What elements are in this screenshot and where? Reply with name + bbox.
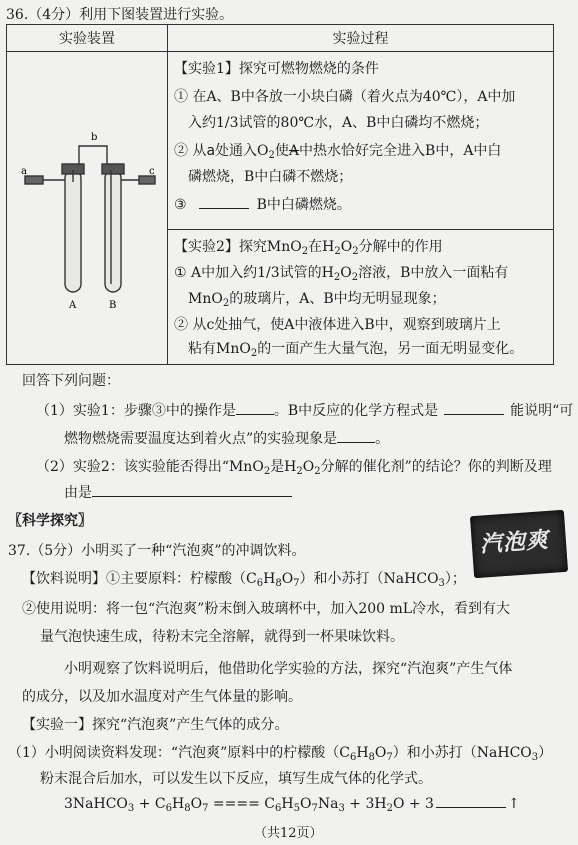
answer-1-line2: 燃物燃烧需要温度达到着火点”的实验现象是 。 xyxy=(64,431,390,447)
label-b: b xyxy=(91,132,98,143)
answer-1-blank-equation[interactable] xyxy=(444,414,504,415)
apparatus-diagram xyxy=(7,52,167,360)
process-header: 实验过程 xyxy=(168,25,554,52)
question-37-heading: 37.（5分）小明买了一种“汽泡爽”的冲调饮料。 xyxy=(8,543,306,559)
paragraph-line1: 小明观察了饮料说明后，他借助化学实验的方法，探究“汽泡爽”产生气体 xyxy=(64,661,513,677)
section-title: 〖科学探究〗 xyxy=(8,513,92,529)
exp1-step1-line2: 入约1/3试管的80℃水，A、B中白磷均不燃烧； xyxy=(188,115,489,131)
answer-2-line1: （2）实验2：该实验能否得出“MnO$_2$是$H_2O_2$分解的催化剂”的结论？你的判断及理 xyxy=(36,459,552,477)
step1-line1: （1）小明阅读资料发现：“汽泡爽”原料中的柠檬酸$(C_6H_8O_7)$和小苏打（NaHCO$_3$） xyxy=(8,745,553,763)
exp2-step1-line1: ① A中加入约1/3试管的$H_2O_2$溶液，B中放入一面粘有 xyxy=(174,264,509,283)
answer-intro: 回答下列问题： xyxy=(22,373,120,389)
answer-1-blank-phenomenon[interactable] xyxy=(337,442,375,443)
answer-2-line2: 由是 xyxy=(64,482,292,502)
apparatus-header: 实验装置 xyxy=(7,25,168,52)
experiment-one-title: 【实验一】探究“汽泡爽”产生气体的成分。 xyxy=(22,717,289,733)
chemical-equation: 3NaHCO$_3$ + $C_6H_8O_7$ ==== $C_6H_5O_7Na_3 + 3H_2O + 3$ ↑ xyxy=(64,796,520,814)
exp1-step1-line1: ① 在A、B中各放一小块白磷（着火点为40℃），A中加 xyxy=(174,89,516,105)
label-c: c xyxy=(149,166,155,177)
exp1-step2-line1: ② 从a处通入$O_2$使A中热水恰好完全进入B中，A中白 xyxy=(174,143,502,161)
paragraph-line2: 的成分，以及加水温度对产生气体量的影响。 xyxy=(22,689,302,705)
answer-1-line1: （1）实验1：步骤③中的操作是 。B中反应的化学方程式是 能说明“可 xyxy=(36,403,574,419)
label-a: a xyxy=(21,166,27,177)
drink-description-1: 【饮料说明】①主要原料：柠檬酸$(C_6H_8O_7)$和小苏打（NaHCO$_3$）； xyxy=(22,571,466,589)
drink-description-2: ②使用说明：将一包“汽泡爽”粉末倒入玻璃杯中，加入200 mL冷水，看到有大 xyxy=(22,601,511,617)
exp2-step1-line2: MnO$_2$的玻璃片，A、B中均无明显现象； xyxy=(188,290,446,309)
answer-1-blank-step[interactable] xyxy=(236,414,274,415)
drink-description-3: 量气泡快速生成，待粉末完全溶解，就得到一杯果味饮料。 xyxy=(40,629,404,645)
label-A: A xyxy=(69,300,77,311)
apparatus-cell xyxy=(7,52,168,365)
gas-formula-blank[interactable] xyxy=(436,807,506,808)
exp2-step2-line2: 粘有MnO$_2$的一面产生大量气泡，另一面无明显变化。 xyxy=(188,340,524,359)
product-image: 汽泡爽 xyxy=(470,510,568,578)
exp2-title: 【实验2】探究MnO$_2$在$H_2O_2$分解中的作用 xyxy=(174,238,443,257)
label-B: B xyxy=(109,300,117,311)
experiment-1-cell xyxy=(168,52,554,230)
exp1-step3: ③ B中白磷燃烧。 xyxy=(174,197,351,213)
exp2-step2-line1: ② 从c处抽气，使A中液体进入B中，观察到玻璃片上 xyxy=(174,316,501,333)
step3-blank[interactable] xyxy=(199,208,249,209)
question-36-heading: 36.（4分）利用下图装置进行实验。 xyxy=(6,7,234,23)
exp1-step2-line2: 磷燃烧，B中白磷不燃烧； xyxy=(188,169,353,185)
answer-2-blank-reason[interactable] xyxy=(92,496,292,497)
page-footer: （共12页） xyxy=(254,826,323,841)
step1-line2: 粉末混合后加水，可以发生以下反应，填写生成气体的化学式。 xyxy=(40,771,432,787)
experiment-2-cell xyxy=(168,229,554,364)
experiment-table xyxy=(6,24,554,365)
exp1-title: 【实验1】探究可燃物燃烧的条件 xyxy=(174,61,379,77)
